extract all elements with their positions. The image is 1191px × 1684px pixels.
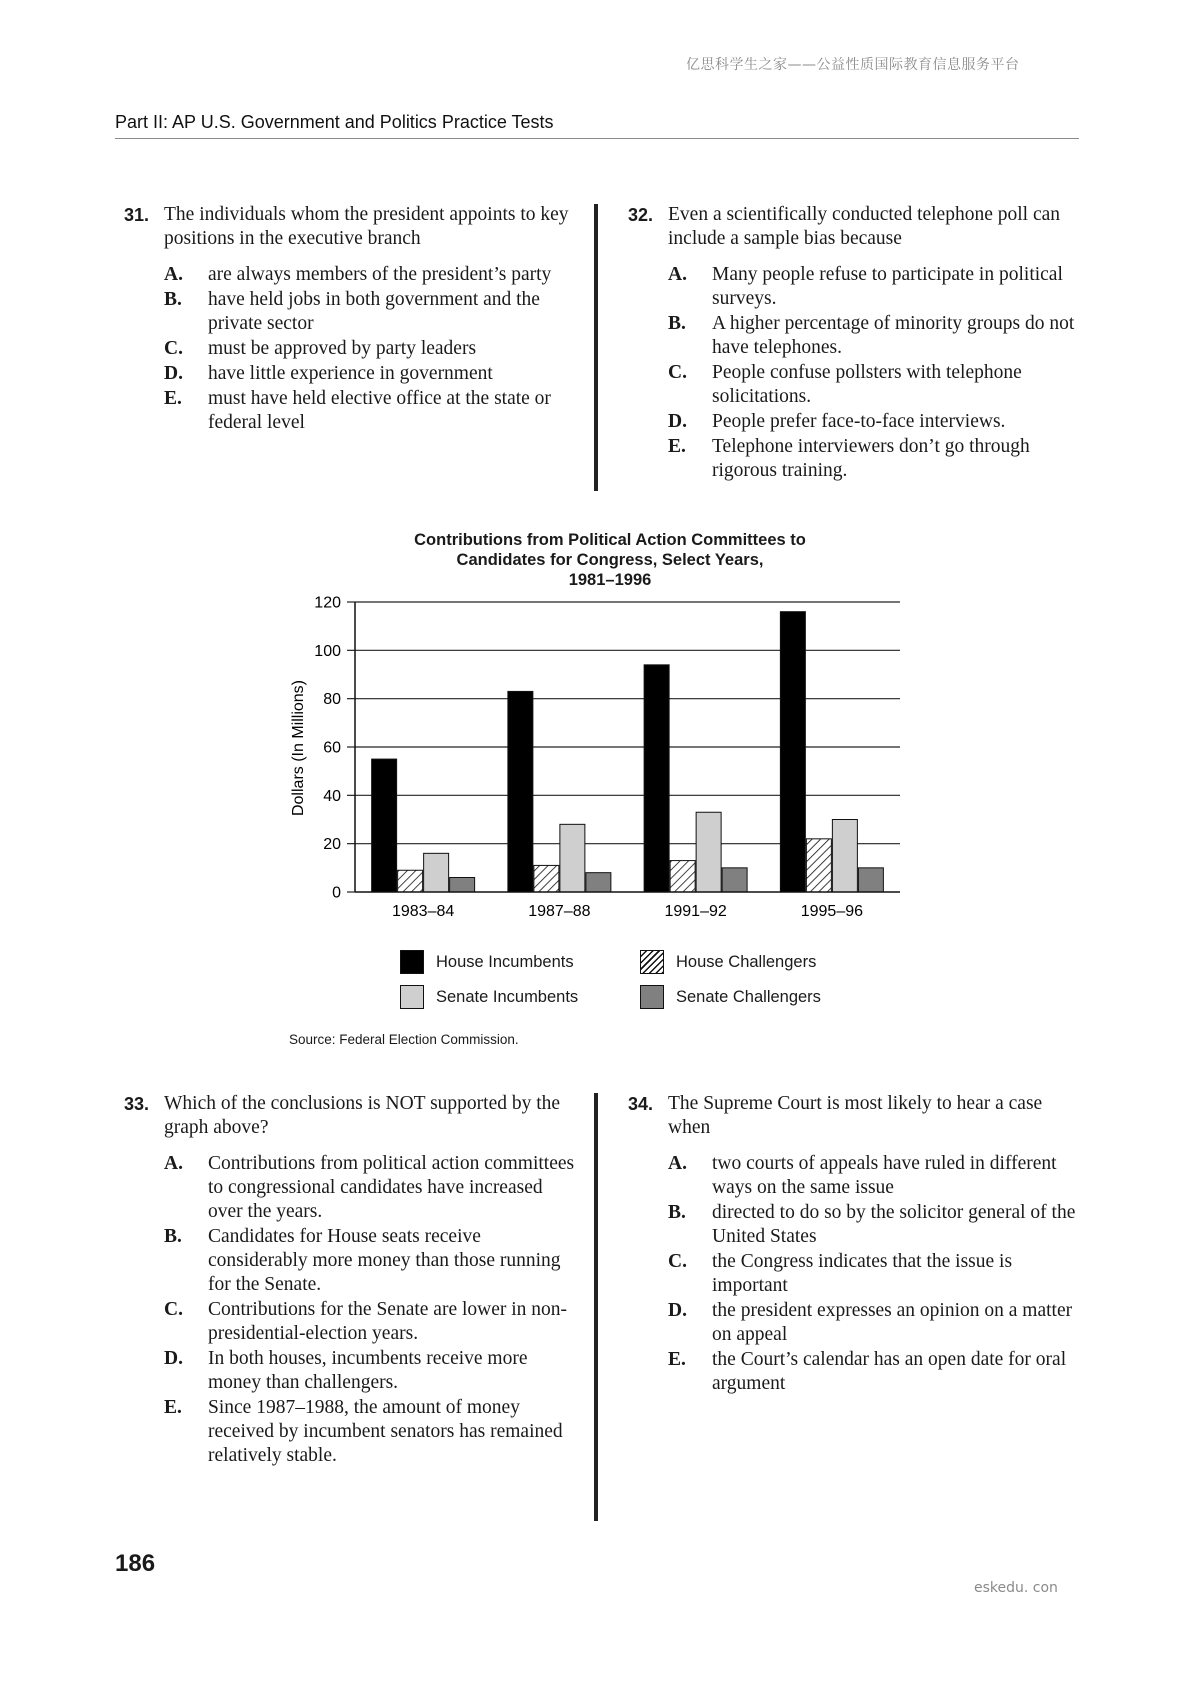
bar xyxy=(806,839,831,892)
y-tick-label: 80 xyxy=(323,691,341,709)
answer-option xyxy=(668,263,1088,311)
answer-option xyxy=(668,1201,1088,1249)
y-tick-label: 60 xyxy=(323,739,341,757)
answer-option xyxy=(164,1396,582,1468)
bar xyxy=(398,870,423,892)
option-text: two courts of appeals have ruled in different ways on the same issue xyxy=(712,1153,1057,1198)
option-text: Contributions from political action committees to congressional candidates have increased over the years. xyxy=(208,1153,575,1222)
y-tick-label: 120 xyxy=(314,594,341,612)
option-text: Telephone interviewers don’t go through rigorous training. xyxy=(712,436,1030,481)
answer-option xyxy=(164,1225,582,1297)
answer-option xyxy=(668,361,1088,409)
column-divider xyxy=(594,1093,598,1521)
question-stem: The individuals whom the president appoints to key positions in the executive branch xyxy=(164,204,569,249)
bar xyxy=(508,691,533,892)
answer-option xyxy=(668,435,1088,483)
y-axis-label: Dollars (In Millions) xyxy=(290,679,307,817)
option-letter: A. xyxy=(164,264,183,285)
answer-option xyxy=(164,387,582,435)
bar xyxy=(722,868,747,892)
chart-title xyxy=(365,530,855,590)
answer-option xyxy=(164,263,582,287)
running-head-title: Part II: AP U.S. Government and Politics Practice Tests xyxy=(115,112,554,132)
legend-item-senate-challengers xyxy=(640,985,821,1009)
option-text: have little experience in government xyxy=(208,363,493,384)
option-letter: B. xyxy=(668,1202,686,1223)
option-letter: E. xyxy=(668,436,686,457)
chart-title-line: Contributions from Political Action Committees to xyxy=(414,531,806,549)
question-number: 32. xyxy=(628,205,654,225)
bar xyxy=(450,878,475,893)
option-text: A higher percentage of minority groups do not have telephones. xyxy=(712,313,1075,358)
option-letter: C. xyxy=(164,338,183,359)
answer-option xyxy=(668,1152,1088,1200)
question-stem: Even a scientifically conducted telephone poll can include a sample bias because xyxy=(668,204,1061,249)
legend-label: House Challengers xyxy=(676,952,817,971)
option-letter: D. xyxy=(164,363,183,384)
chart-source: Source: Federal Election Commission. xyxy=(289,1032,519,1047)
answer-option xyxy=(164,1347,582,1395)
question-number: 31. xyxy=(124,205,150,225)
option-text: Contributions for the Senate are lower in non-presidential-election years. xyxy=(208,1299,568,1344)
option-letter: B. xyxy=(164,289,182,310)
bar xyxy=(424,853,449,892)
option-letter: E. xyxy=(164,388,182,409)
chart-title-line: Candidates for Congress, Select Years, xyxy=(456,551,764,569)
column-divider xyxy=(594,204,598,491)
answer-option xyxy=(164,1298,582,1346)
option-letter: C. xyxy=(668,362,687,383)
question-number: 33. xyxy=(124,1094,150,1114)
bar xyxy=(560,824,585,892)
bar xyxy=(832,820,857,893)
option-letter: B. xyxy=(164,1226,182,1247)
option-letter: A. xyxy=(164,1153,183,1174)
option-letter: A. xyxy=(668,1153,687,1174)
option-text: Candidates for House seats receive considerably more money than those running for the Senate. xyxy=(208,1226,561,1295)
option-letter: C. xyxy=(668,1251,687,1272)
answer-option xyxy=(668,1348,1088,1396)
legend-swatch xyxy=(400,950,424,974)
option-letter: E. xyxy=(164,1397,182,1418)
x-tick-label: 1995–96 xyxy=(800,903,864,920)
x-tick-label: 1983–84 xyxy=(391,903,455,920)
option-text: directed to do so by the solicitor general of the United States xyxy=(712,1202,1076,1247)
answer-option xyxy=(668,1299,1088,1347)
page-number: 186 xyxy=(115,1550,156,1577)
bar xyxy=(586,873,611,892)
y-tick-label: 100 xyxy=(314,642,341,660)
y-tick-label: 40 xyxy=(323,787,341,805)
chart-title-line: 1981–1996 xyxy=(568,571,652,589)
option-letter: E. xyxy=(668,1349,686,1370)
option-text: the president expresses an opinion on a matter on appeal xyxy=(712,1300,1073,1345)
x-tick-label: 1991–92 xyxy=(664,903,727,920)
option-text: have held jobs in both government and the private sector xyxy=(208,289,540,334)
question-33 xyxy=(124,1092,582,1469)
bar xyxy=(372,759,397,892)
option-text: must be approved by party leaders xyxy=(208,338,477,359)
question-34 xyxy=(628,1092,1088,1397)
question-stem: The Supreme Court is most likely to hear a case when xyxy=(668,1093,1043,1138)
watermark-header: 亿思科学生之家——公益性质国际教育信息服务平台 xyxy=(686,57,1020,73)
option-letter: A. xyxy=(668,264,687,285)
option-text: Since 1987–1988, the amount of money received by incumbent senators has remained relatively stable. xyxy=(208,1397,563,1466)
option-text: People prefer face-to-face interviews. xyxy=(712,411,1006,432)
answer-option xyxy=(164,337,582,361)
answer-option xyxy=(668,410,1088,434)
legend-item-senate-incumbents xyxy=(400,985,578,1009)
option-text: the Congress indicates that the issue is important xyxy=(712,1251,1013,1296)
bar xyxy=(670,861,695,892)
legend-swatch xyxy=(400,985,424,1009)
answer-option xyxy=(164,288,582,336)
option-text: People confuse pollsters with telephone solicitations. xyxy=(712,362,1022,407)
option-letter: D. xyxy=(668,1300,687,1321)
answer-options xyxy=(164,263,582,435)
bar xyxy=(534,865,559,892)
running-head xyxy=(115,112,1079,139)
y-tick-label: 20 xyxy=(323,836,341,854)
answer-option xyxy=(164,362,582,386)
bar xyxy=(780,612,805,892)
answer-options xyxy=(164,1152,582,1468)
x-tick-label: 1987–88 xyxy=(528,903,591,920)
option-text: the Court’s calendar has an open date for oral argument xyxy=(712,1349,1067,1394)
question-31 xyxy=(124,203,582,436)
y-tick-label: 0 xyxy=(332,884,341,902)
option-text: are always members of the president’s party xyxy=(208,264,552,285)
legend-swatch xyxy=(640,950,664,974)
option-text: Many people refuse to participate in political surveys. xyxy=(712,264,1063,309)
legend-swatch xyxy=(640,985,664,1009)
legend-label: Senate Incumbents xyxy=(436,987,579,1006)
option-letter: D. xyxy=(164,1348,183,1369)
bar-chart xyxy=(280,590,920,940)
option-letter: D. xyxy=(668,411,687,432)
legend-label: Senate Challengers xyxy=(676,987,821,1006)
legend-item-house-challengers xyxy=(640,950,816,974)
answer-option xyxy=(668,312,1088,360)
question-stem: Which of the conclusions is NOT supported by the graph above? xyxy=(164,1093,561,1138)
watermark-footer: eskedu. con xyxy=(974,1580,1058,1596)
bar xyxy=(858,868,883,892)
answer-options xyxy=(668,263,1088,483)
answer-option xyxy=(164,1152,582,1224)
legend-item-house-incumbents xyxy=(400,950,574,974)
question-32 xyxy=(628,203,1088,484)
option-text: In both houses, incumbents receive more money than challengers. xyxy=(208,1348,528,1393)
chart-legend xyxy=(400,950,860,1030)
legend-label: House Incumbents xyxy=(436,952,574,971)
answer-option xyxy=(668,1250,1088,1298)
answer-options xyxy=(668,1152,1088,1396)
question-number: 34. xyxy=(628,1094,654,1114)
option-letter: C. xyxy=(164,1299,183,1320)
bar xyxy=(644,665,669,892)
option-text: must have held elective office at the state or federal level xyxy=(208,388,551,433)
bar xyxy=(696,812,721,892)
option-letter: B. xyxy=(668,313,686,334)
